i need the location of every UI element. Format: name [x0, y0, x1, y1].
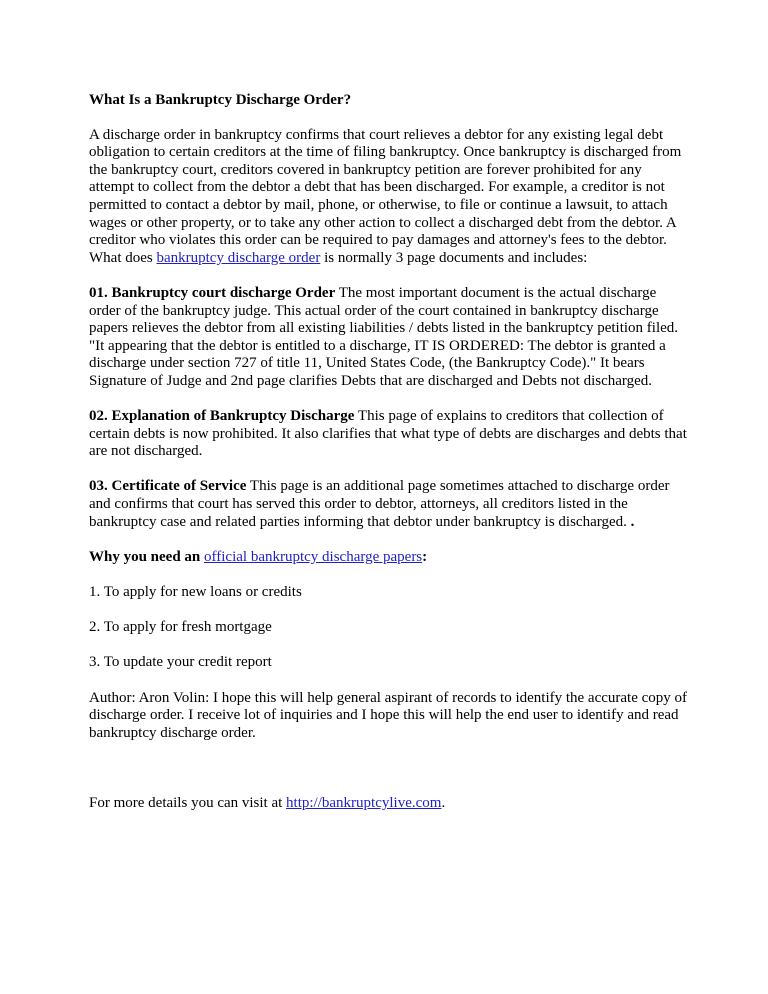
section-body: The most important document is the actual discharge order of the bankruptcy judge. This actual order of the court contained in bankruptcy discharge papers relieves the debtor from all existing liabilities / debts listed in the bankruptcy petition filed. "It appearing that the debtor is entitled to a discharge, IT IS ORDERED: The debtor is granted a discharge under section 727 of title 11, United States Code, (the Bankruptcy Code)." It bears Signature of Judge and 2nd page clarifies Debts that are discharged and Debts not discharged.	[89, 284, 679, 389]
footer-text: For more details you can visit at	[89, 794, 287, 811]
page-title: What Is a Bankruptcy Discharge Order?	[89, 92, 352, 108]
section-heading: 03. Certificate of Service	[89, 478, 247, 495]
spacer	[89, 760, 688, 795]
bankruptcylive-link[interactable]: http://bankruptcylive.com	[286, 794, 442, 811]
why-colon: :	[422, 548, 428, 565]
section-heading: 01. Bankruptcy court discharge Order	[89, 284, 336, 301]
official-discharge-papers-link[interactable]: official bankruptcy discharge papers	[204, 548, 423, 565]
bankruptcy-discharge-order-link[interactable]: bankruptcy discharge order	[156, 249, 321, 266]
footer-period: .	[441, 794, 446, 811]
section-heading: 02. Explanation of Bankruptcy Discharge	[89, 408, 355, 425]
why-text: Why you need an	[89, 548, 205, 565]
footer-paragraph	[89, 795, 688, 813]
section-body: This page is an additional page sometimes attached to discharge order and confirms that court has served this order to debtor, attorneys, all creditors listed in the bankruptcy case and related parties informing that debtor under bankruptcy is discharged.	[89, 478, 670, 530]
section-trailing-period: .	[630, 513, 635, 530]
section-paragraph	[89, 408, 688, 461]
reason-item: 3. To update your credit report	[89, 654, 272, 671]
reason-item: 2. To apply for fresh mortgage	[89, 619, 272, 636]
intro-text-end: is normally 3 page documents and includes:	[320, 249, 588, 266]
intro-text: A discharge order in bankruptcy confirms that court relieves a debtor for any existing legal debt obligation to certain creditors at the time of filing bankruptcy. Once bankruptcy is discharged from the bankruptcy court, creditors covered in bankruptcy petition are forever prohibited for any attempt to collect from the debtor a debt that has been discharged. For example, a creditor is not permitted to contact a debtor by mail, phone, or otherwise, to file or continue a lawsuit, to attach wages or other property, or to take any other action to collect a discharged debt from the debtor. A creditor who violates this order can be required to pay damages and attorney's fees to the debtor. What does	[89, 126, 682, 266]
section-body: This page of explains to creditors that collection of certain debts is now prohibited. It also clarifies that what type of debts are discharges and debts that are not discharged.	[89, 408, 687, 460]
author-note: Author: Aron Volin: I hope this will help general aspirant of records to identify the accurate copy of discharge order. I receive lot of inquiries and I hope this will help the end user to identify and read bankruptcy discharge order.	[89, 689, 688, 741]
intro-paragraph	[89, 127, 688, 268]
section-paragraph	[89, 285, 688, 391]
why-heading	[89, 549, 688, 567]
section-paragraph	[89, 478, 688, 531]
reason-item: 1. To apply for new loans or credits	[89, 584, 302, 601]
